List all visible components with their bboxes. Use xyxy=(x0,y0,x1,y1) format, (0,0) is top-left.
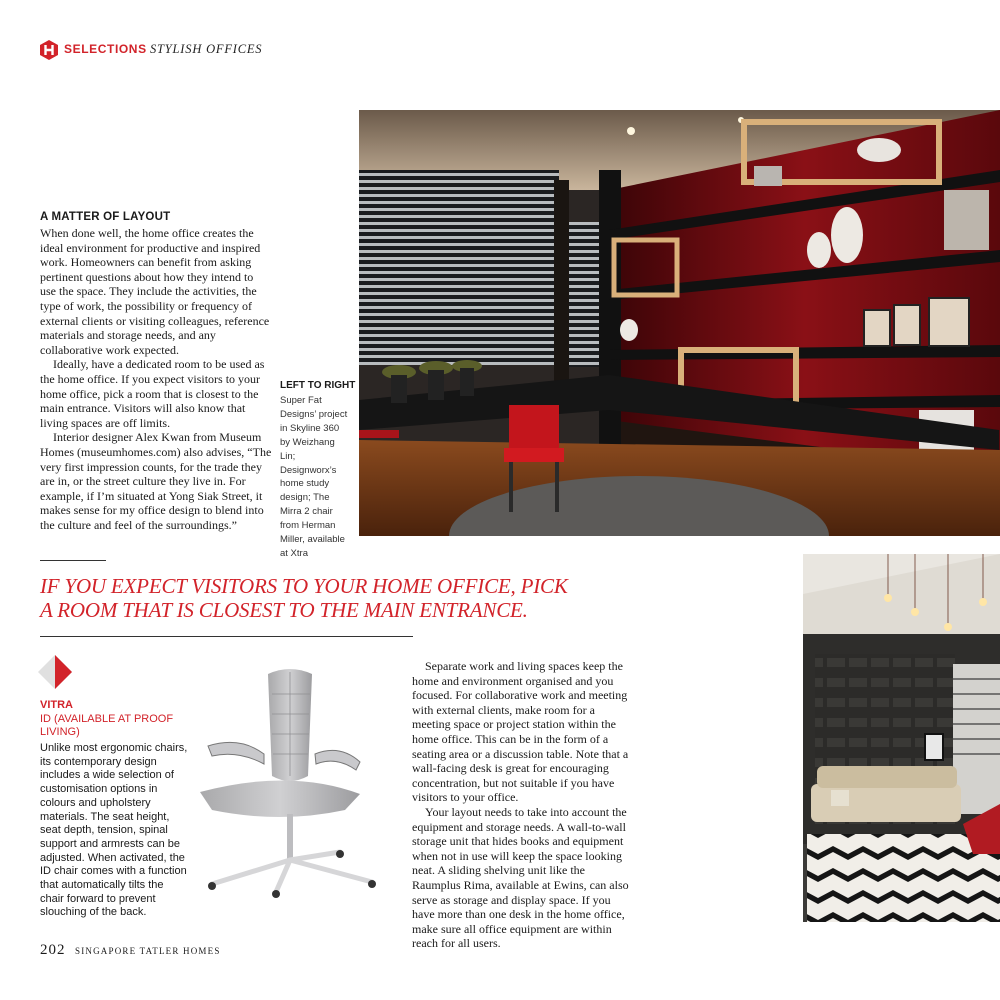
product-model: ID (AVAILABLE AT PROOF LIVING) xyxy=(40,713,174,738)
pull-quote-line: A ROOM THAT IS CLOSEST TO THE MAIN ENTRANCE. xyxy=(40,598,528,622)
photo-red-study xyxy=(359,110,1000,536)
h-hexagon-icon xyxy=(40,40,58,60)
article-heading: A MATTER OF LAYOUT xyxy=(40,211,171,223)
subsection-label: STYLISH OFFICES xyxy=(150,42,263,56)
vitra-id-chair-photo xyxy=(190,664,400,898)
pull-quote-line: IF YOU EXPECT VISITORS TO YOUR HOME OFFICE, PICK xyxy=(40,574,568,598)
caption-body: Super Fat Designs’ project in Skyline 360 by Weizhang Lin; Designworx’s home study design; The Mirra 2 chair from Herman Miller, available at Xtra xyxy=(280,395,348,559)
article-column-1 xyxy=(40,226,272,532)
product-description: Unlike most ergonomic chairs, its contemporary design includes a wide selection of customisation options in colours and upholstery materials. The seat height, seat depth, tension, spinal support and armrests can be adjusted. When activated, the ID chair comes with a function that automatically tilts the chair forward to prevent slouching of the back. xyxy=(40,742,188,919)
divider xyxy=(40,636,413,637)
section-label: SELECTIONS xyxy=(64,42,147,56)
paragraph: Interior designer Alex Kwan from Museum Homes (museumhomes.com) also advises, “The very first impression counts, for the trade they are in, or the street culture they live in. For example, if I’m situated at Yong Siak Street, it makes sense for my office design to blend into the culture and feel of the surroundings.” xyxy=(40,430,272,532)
divider xyxy=(40,560,106,561)
magazine-name: SINGAPORE TATLER HOMES xyxy=(75,946,221,956)
paragraph: Separate work and living spaces keep the home and environment organised and you focused. For collaborative work and meeting with external clients, make room for a meeting space or project station within the home office. This can be in the form of a seating area or a discussion table. Note that a wall-facing desk is great for encouraging concentration, but not suitable if you have visitors to your office. xyxy=(412,659,629,805)
paragraph: Ideally, have a dedicated room to be used as the home office. If you expect visitors to your home office, pick a room that is closest to the main entrance. Visitors will also know that living spaces are off limits. xyxy=(40,357,265,430)
paragraph: Your layout needs to take into account the equipment and storage needs. A wall-to-wall storage unit that hides books and equipment when not in use will keep the space looking neat. A sliding shelving unit like the Raumplus Rima, available at Ewins, can also serve as storage and display space. If you have more than one desk in the home office, make sure all office equipment are within reach for all users. xyxy=(412,804,629,951)
article-column-2 xyxy=(412,659,634,951)
diamond-icon xyxy=(38,655,72,689)
product-brand: VITRA xyxy=(40,699,73,711)
page-number: 202 xyxy=(40,942,66,958)
caption-title: LEFT TO RIGHT xyxy=(280,380,356,391)
photo-home-study xyxy=(803,554,1000,922)
pull-quote xyxy=(40,574,660,622)
paragraph: When done well, the home office creates the ideal environment for productive and inspired work. Homeowners can benefit from asking pertinent questions about how they intend to use the space. They include the activities, the type of work, the possibility or frequency of external clients or visiting colleagues, reference materials and storage needs, and any collaborative work expected. xyxy=(40,226,270,357)
